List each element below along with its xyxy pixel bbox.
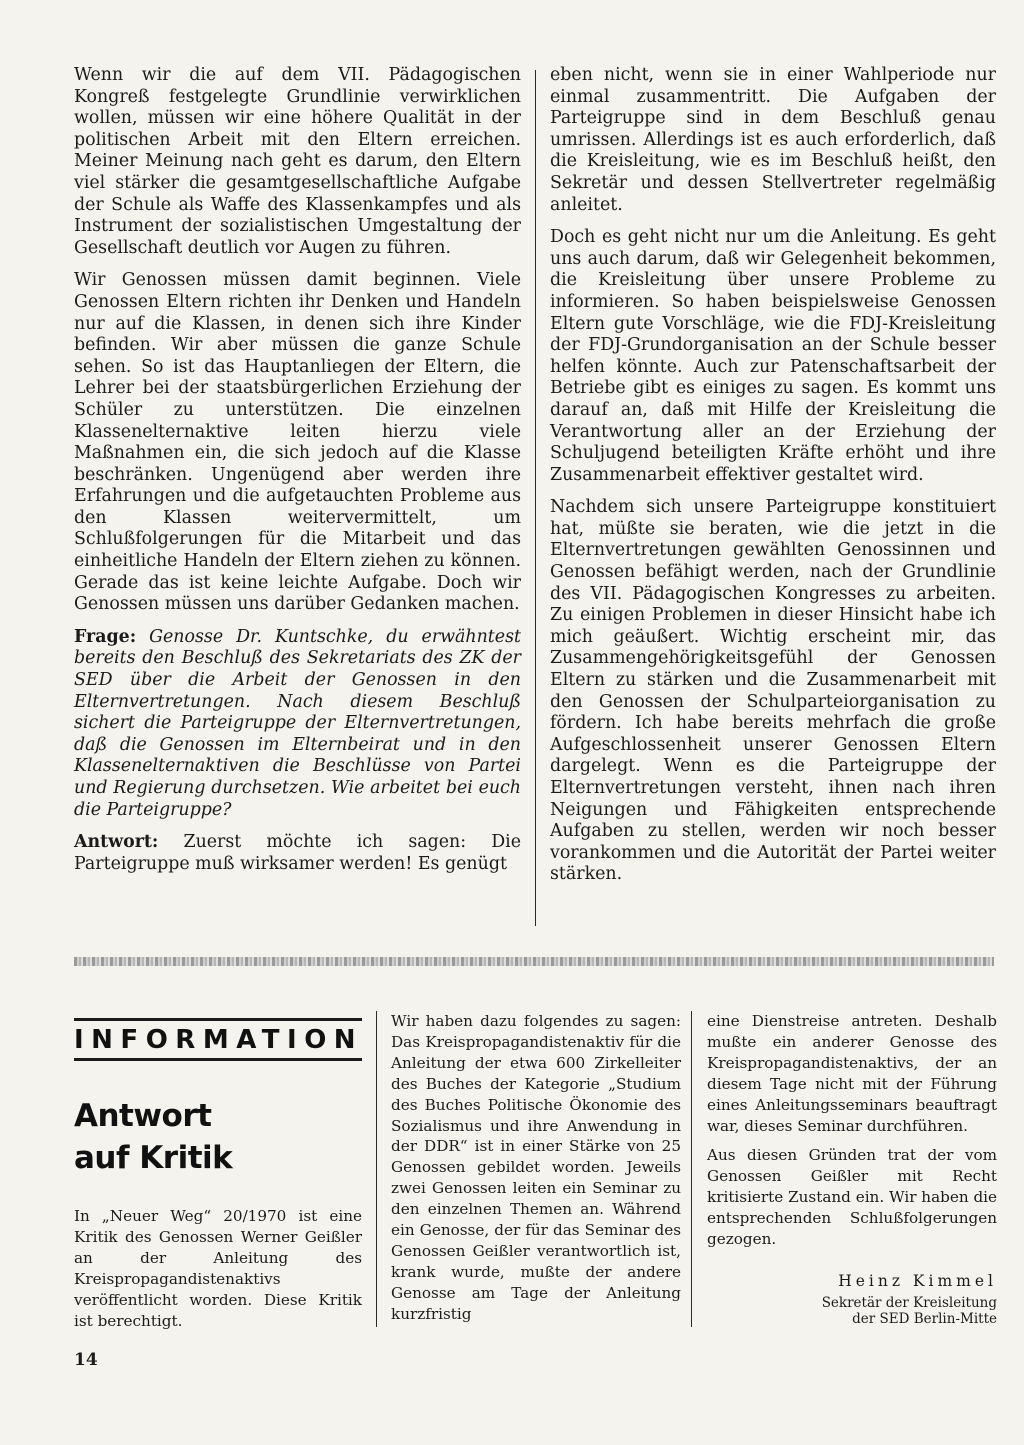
column-rule bbox=[691, 1011, 692, 1327]
answer-paragraph bbox=[74, 832, 521, 875]
article-title bbox=[74, 1095, 364, 1179]
article-column-left bbox=[74, 65, 521, 875]
column-rule bbox=[535, 70, 536, 926]
page-number: 14 bbox=[74, 1350, 98, 1370]
paragraph: Wir Genossen müssen damit beginnen. Viele Genossen Eltern richten ihr Denken und Handeln nur auf die Klassen, in denen sich ihre Kinder befinden. Wir aber müssen die ganze Schule sehen. So ist das Hauptanliegen der Eltern, die Lehrer bei der staatsbürgerlichen Erziehung der Schüler zu unterstützen. Die einzelnen Klassenelternaktive leiten hierzu viele Maßnahmen ein, die sich jedoch auf die Klasse beschränken. Ungenügend aber werden ihre Erfahrungen und die aufgetauchten Probleme aus den Klassen weitervermittelt, um Schlußfolgerungen für die Mitarbeit und das einheitliche Handeln der Eltern ziehen zu können. Gerade das ist keine leichte Aufgabe. Doch wir Genossen müssen uns darüber Gedanken machen. bbox=[74, 270, 521, 615]
title-line: auf Kritik bbox=[74, 1140, 233, 1176]
paragraph: Wir haben dazu folgendes zu sagen: Das Kreispropagandistenaktiv für die Anleitung der etwa 600 Zirkelleiter des Buches der Kategorie „Studium des Buches Politische Ökonomie des Sozialismus und ihre Anwendung in der DDR“ ist in einer Stärke von 25 Genossen gebildet worden. Jeweils zwei Genossen leiten ein Seminar zu den einzelnen Themen an. Während ein Genosse, der für das Seminar des Genossen Geißler verantwortlich ist, krank wurde, mußte der andere Genosse am Tage der Anleitung kurzfristig bbox=[391, 1012, 681, 1323]
paragraph: Aus diesen Gründen trat der vom Genossen Geißler mit Recht kritisierte Zustand ein. Wir haben die entsprechenden Schlußfolgerungen gezogen. bbox=[707, 1146, 998, 1249]
answer-label: Antwort: bbox=[74, 832, 159, 853]
column-rule bbox=[376, 1011, 377, 1327]
information-heading: INFORMATION bbox=[74, 1024, 364, 1055]
question-label: Frage: bbox=[74, 626, 137, 647]
question-paragraph bbox=[74, 627, 521, 821]
section-divider bbox=[74, 957, 994, 966]
paragraph: eine Dienstreise antreten. Deshalb mußte ein anderer Genosse des Kreispropagandistenaktivs, der an diesem Tage nicht mit der Führung eines Anleitungsseminars beauftragt war, dieses Seminar durchführen. bbox=[707, 1012, 997, 1135]
title-line: Antwort bbox=[74, 1098, 212, 1134]
paragraph: Wenn wir die auf dem VII. Pädagogischen Kongreß festgelegte Grundlinie verwirklichen wollen, müssen wir eine höhere Qualität in der politischen Arbeit mit den Eltern erreichen. Meiner Meinung nach geht es darum, den Eltern viel stärker die gesamtgesellschaftliche Aufgabe der Schule als Waffe des Klassenkampfes und als Instrument der sozialistischen Umgestaltung der Gesellschaft deutlich vor Augen zu führen. bbox=[74, 65, 521, 258]
signature-title-line: der SED Berlin-Mitte bbox=[852, 1311, 997, 1327]
paragraph: Nachdem sich unsere Parteigruppe konstituiert hat, müßte sie beraten, wie die jetzt in die Elternvertretungen gewählten Genossinnen und Genossen befähigt werden, nach der Grundlinie des VII. Pädagogischen Kongresses zu arbeiten. Zu einigen Problemen in dieser Hinsicht habe ich mich geäußert. Wichtig erscheint mir, das Zusammengehörigkeitsgefühl der Genossen Eltern zu stärken und die Zusammenarbeit mit den Genossen der Schulparteiorganisation zu fördern. Ich habe bereits mehrfach die große Aufgeschlossenheit unserer Genossen Eltern dargelegt. Wenn es die Parteigruppe der Elternvertretungen versteht, ihnen nach ihren Neigungen und Fähigkeiten entsprechende Aufgaben zu stellen, werden wir noch besser vorankommen und die Autorität der Partei weiter stärken. bbox=[550, 497, 996, 885]
information-banner bbox=[74, 1018, 362, 1061]
paragraph: eben nicht, wenn sie in einer Wahlperiode nur einmal zusammentritt. Die Aufgaben der Parteigruppe sind in dem Beschluß genau umrissen. Allerdings ist es auch erforderlich, daß die Kreisleitung, wie es im Beschluß heißt, den Sekretär und dessen Stellvertreter regelmäßig anleitet. bbox=[550, 65, 996, 215]
question-text: Genosse Dr. Kuntschke, du erwähntest bereits den Beschluß des Sekretariats des ZK der SED über die Arbeit der Genossen in den Elternvertretungen. Nach diesem Beschluß sichert die Parteigruppe der Elternvertretungen, daß die Genossen im Elternbeirat und in den Klassenelternaktiven die Beschlüsse von Partei und Regierung durchsetzen. Wie arbeitet bei euch die Parteigruppe? bbox=[74, 626, 521, 820]
signature-block bbox=[707, 1271, 997, 1327]
info-column-1 bbox=[74, 1206, 362, 1331]
paragraph: Doch es geht nicht nur um die Anleitung. Es geht uns auch darum, daß wir Gelegenheit bekommen, die Kreisleitung über unsere Probleme zu informieren. So haben beispielsweise Genossen Eltern gute Vorschläge, wie die FDJ-Kreisleitung der FDJ-Grundorganisation an der Schule besser helfen könnte. Auch zur Patenschaftsarbeit der Betriebe gibt es einiges zu sagen. Es kommt uns darauf an, daß mit Hilfe der Kreisleitung die Verantwortung aller an der Erziehung der Schuljugend beteiligten Kräfte erhöht und ihre Zusammenarbeit effektiver gestaltet wird. bbox=[550, 227, 996, 485]
intro-paragraph: In „Neuer Weg“ 20/1970 ist eine Kritik des Genossen Werner Geißler an der Anleitung des Kreispropagandistenaktivs veröffentlicht worden. Diese Kritik ist berechtigt. bbox=[74, 1207, 362, 1330]
info-column-3 bbox=[707, 1011, 997, 1250]
signature-title-line: Sekretär der Kreisleitung bbox=[821, 1295, 997, 1311]
answer-text: Zuerst möchte ich sagen: Die Parteigruppe muß wirksamer werden! Es genügt bbox=[74, 832, 522, 874]
article-column-right bbox=[550, 65, 996, 886]
signature-name: Heinz Kimmel bbox=[838, 1272, 997, 1290]
info-column-2 bbox=[391, 1011, 681, 1325]
signature-title bbox=[707, 1295, 997, 1327]
